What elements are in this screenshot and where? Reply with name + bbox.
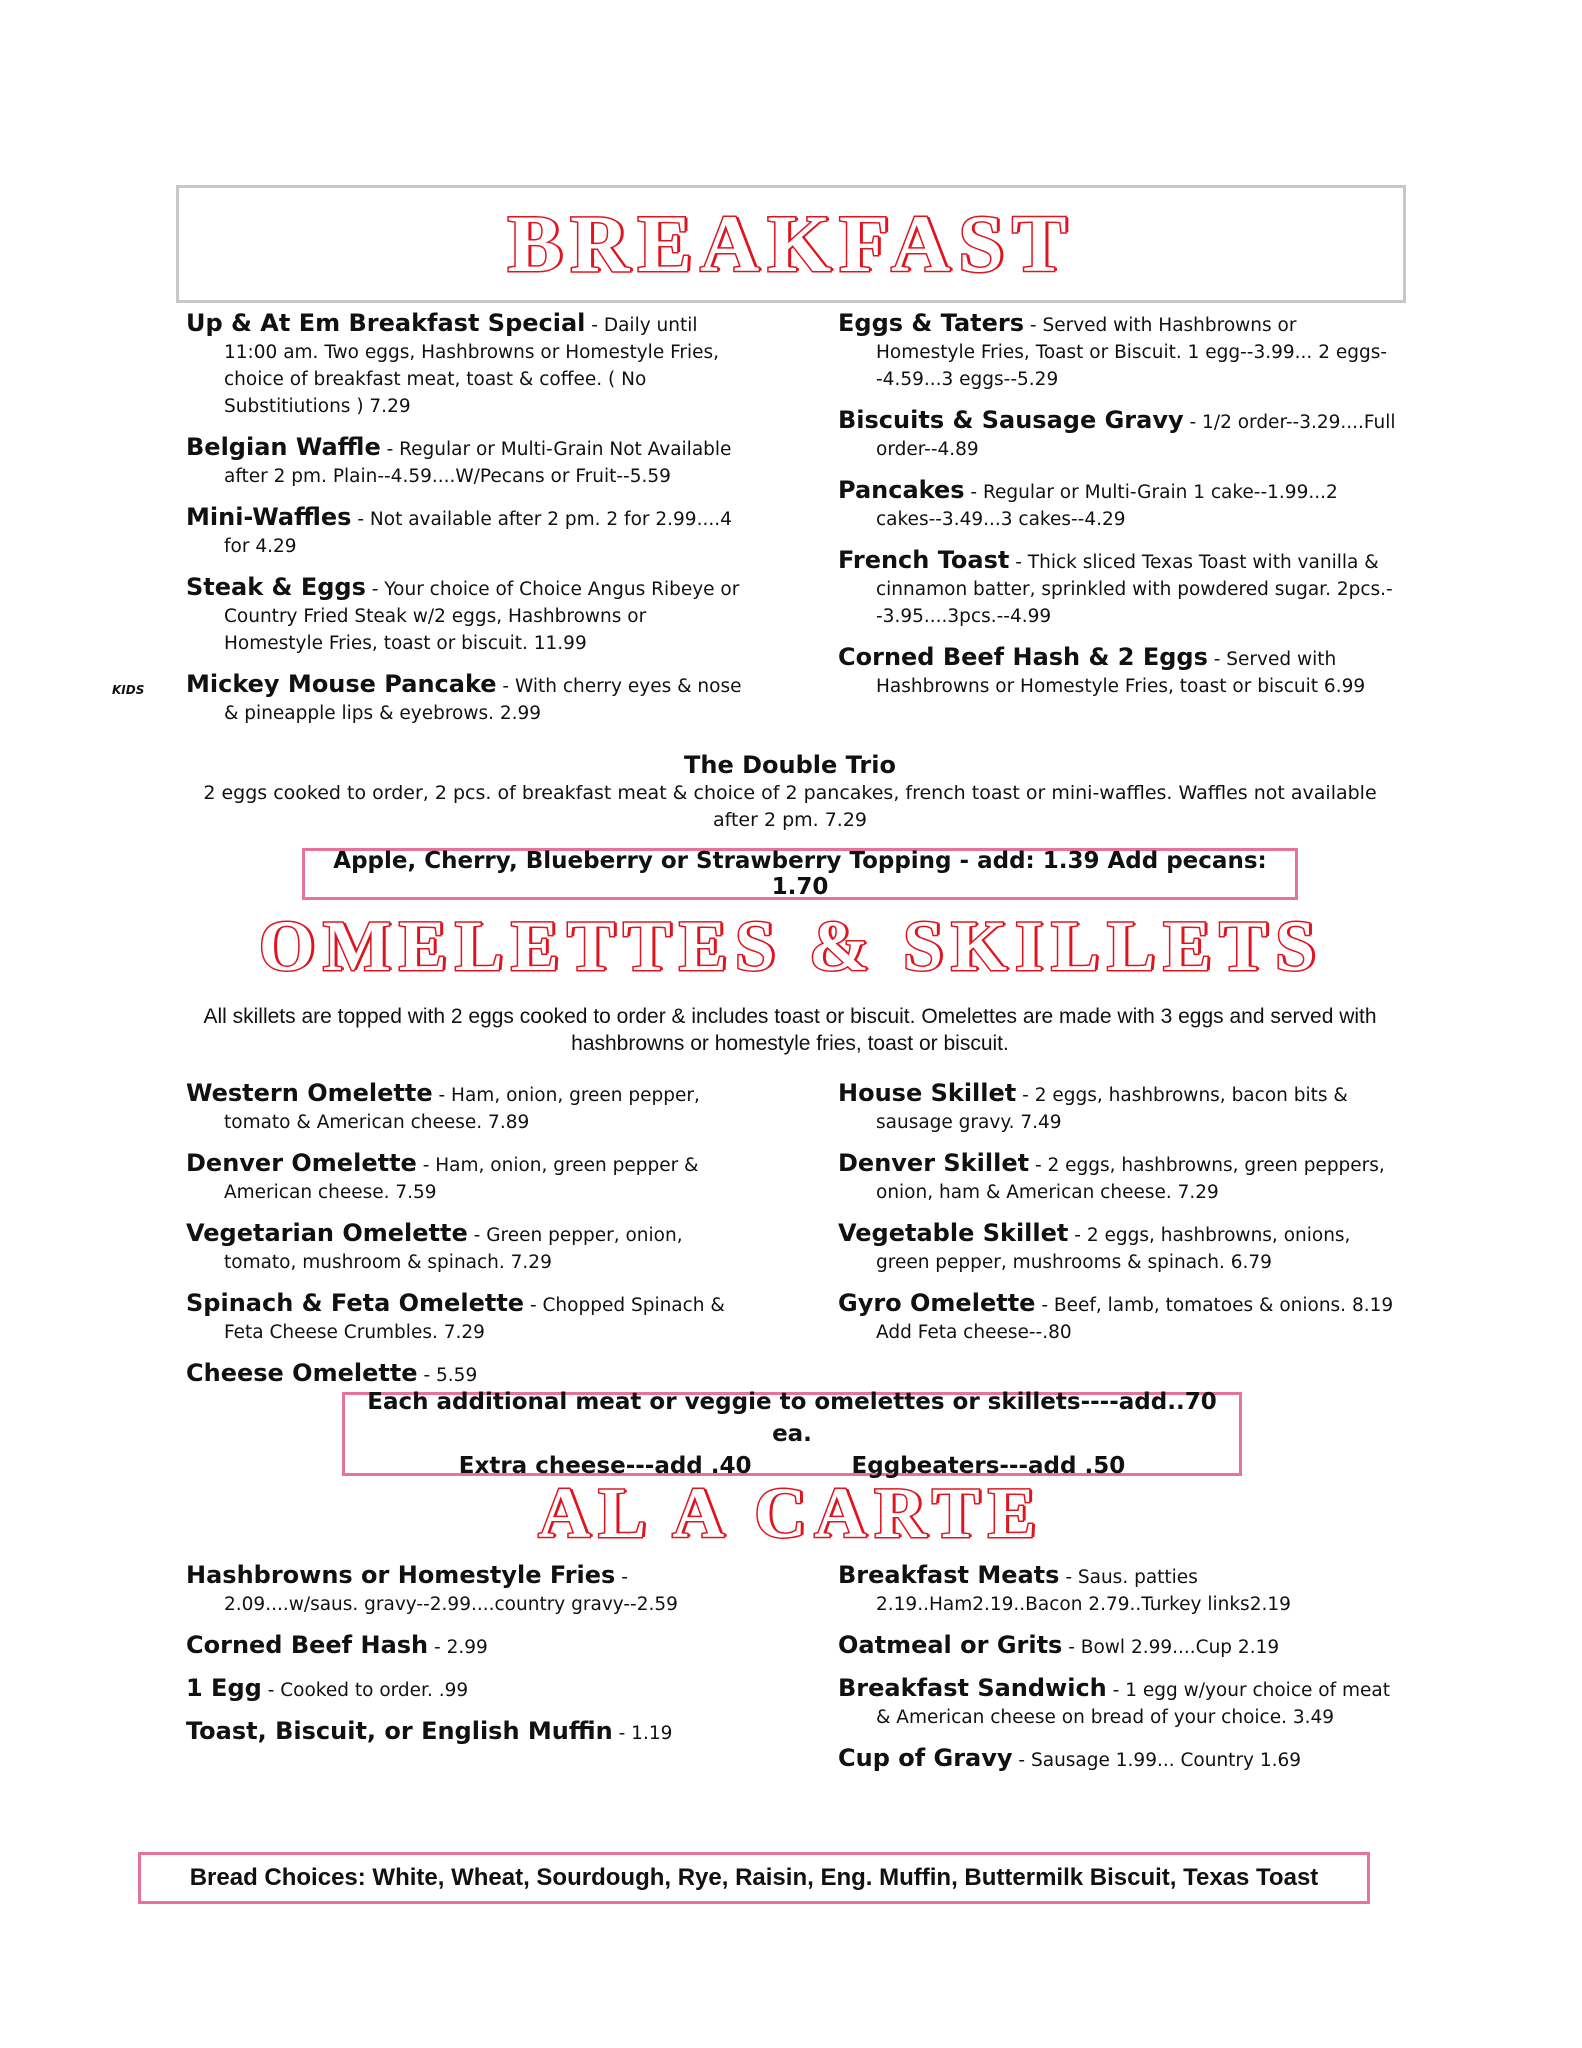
item-desc: - Cooked to order. .99 [261, 1680, 469, 1701]
menu-item [186, 1562, 746, 1618]
item-name: Eggs & Taters [838, 309, 1025, 337]
addon-box [342, 1389, 1242, 1479]
item-name: Pancakes [838, 476, 965, 504]
item-desc: - Beef, lamb, tomatoes & onions. 8.19 Add Feta cheese--.80 [876, 1295, 1394, 1343]
double-trio-desc: 2 eggs cooked to order, 2 pcs. of breakfast meat & choice of 2 pancakes, french toast or mini-waffles. Waffles not available after 2 pm. 7.29 [203, 782, 1377, 831]
menu-item [838, 1290, 1398, 1346]
item-name: Toast, Biscuit, or English Muffin [186, 1717, 613, 1745]
addon-line-1: Each additional meat or veggie to omelettes or skillets----add..70 ea. [367, 1389, 1217, 1447]
breakfast-title: BREAKFAST [507, 198, 1075, 289]
item-desc: - Ham, onion, green pepper, tomato & American cheese. 7.89 [224, 1085, 700, 1133]
item-name: House Skillet [838, 1079, 1017, 1107]
item-desc: - 2 eggs, hashbrowns, onions, green pepper, mushrooms & spinach. 6.79 [876, 1225, 1351, 1273]
menu-item [186, 1220, 746, 1276]
item-desc: - With cherry eyes & nose & pineapple lips & eyebrows. 2.99 [224, 676, 742, 724]
menu-item [838, 1675, 1398, 1731]
menu-item [186, 310, 746, 420]
item-desc: - Served with Hashbrowns or Homestyle Fries, toast or biscuit 6.99 [876, 649, 1366, 697]
menu-item [186, 504, 746, 560]
menu-item [186, 434, 746, 490]
menu-item [186, 1718, 746, 1747]
item-desc: - 2.09....w/saus. gravy--2.99....country gravy--2.59 [224, 1567, 678, 1615]
alacarte-left-column [186, 1562, 746, 1761]
topping-text: Apple, Cherry, Blueberry or Strawberry Topping - add: 1.39 Add pecans: 1.70 [333, 848, 1267, 900]
item-name: Spinach & Feta Omelette [186, 1289, 525, 1317]
menu-item [186, 574, 746, 657]
extra-cheese-text: Extra cheese---add .40 [458, 1453, 752, 1479]
topping-box [302, 848, 1298, 900]
item-name: Steak & Eggs [186, 573, 366, 601]
omelettes-left-column [186, 1080, 746, 1403]
menu-item: KIDS Mickey Mouse Pancake - With cherry eyes & nose & pineapple lips & eyebrows. 2.99 [112, 670, 742, 724]
item-name: Gyro Omelette [838, 1289, 1036, 1317]
item-name: Mickey Mouse Pancake [186, 670, 497, 698]
breakfast-right-column [838, 310, 1398, 714]
menu-item [838, 1745, 1398, 1774]
alacarte-right-column [838, 1562, 1398, 1788]
item-desc: - Regular or Multi-Grain Not Available after 2 pm. Plain--4.59....W/Pecans or Fruit--5.59 [224, 439, 732, 487]
item-name: Breakfast Meats [838, 1561, 1060, 1589]
omelettes-right-column [838, 1080, 1398, 1360]
item-name: Corned Beef Hash & 2 Eggs [838, 643, 1208, 671]
item-desc: - Chopped Spinach & Feta Cheese Crumbles. 7.29 [224, 1295, 725, 1343]
item-name: Denver Omelette [186, 1149, 417, 1177]
item-desc: - Ham, onion, green pepper & American cheese. 7.59 [224, 1155, 699, 1203]
item-desc: - 5.59 [417, 1365, 478, 1386]
item-name: Up & At Em Breakfast Special [186, 309, 586, 337]
omelettes-intro: All skillets are topped with 2 eggs cooked to order & includes toast or biscuit. Omelettes are made with 3 eggs and served with hashbrowns or homestyle fries, toast or biscuit. [203, 1005, 1377, 1055]
menu-item [186, 1290, 746, 1346]
item-desc: - Regular or Multi-Grain 1 cake--1.99...2 cakes--3.49...3 cakes--4.29 [876, 482, 1338, 530]
menu-item [186, 1080, 746, 1136]
item-name: Denver Skillet [838, 1149, 1030, 1177]
item-desc: - Green pepper, onion, tomato, mushroom & spinach. 7.29 [224, 1225, 683, 1273]
breakfast-title-box [176, 185, 1406, 303]
menu-item [838, 310, 1398, 393]
item-name: Mini-Waffles [186, 503, 352, 531]
item-name: Belgian Waffle [186, 433, 381, 461]
alacarte-title: AL A CARTE [538, 1473, 1044, 1553]
item-name: 1 Egg [186, 1674, 262, 1702]
menu-item [838, 407, 1398, 463]
breakfast-left-column [112, 309, 746, 741]
item-desc: - Saus. patties 2.19..Ham2.19..Bacon 2.79..Turkey links2.19 [876, 1567, 1291, 1615]
item-desc: - Not available after 2 pm. 2 for 2.99....4 for 4.29 [224, 509, 732, 557]
menu-item [186, 1150, 746, 1206]
menu-item [838, 477, 1398, 533]
double-trio-name: The Double Trio [684, 751, 896, 779]
menu-item [838, 1632, 1398, 1661]
menu-item [838, 1562, 1398, 1618]
double-trio [190, 750, 1390, 834]
item-name: Vegetable Skillet [838, 1219, 1069, 1247]
menu-item [838, 1220, 1398, 1276]
menu-item [838, 644, 1398, 700]
menu-item [838, 1080, 1398, 1136]
item-name: Oatmeal or Grits [838, 1631, 1063, 1659]
bread-choices-text: Bread Choices: White, Wheat, Sourdough, Rye, Raisin, Eng. Muffin, Buttermilk Biscuit, Texas Toast [189, 1864, 1319, 1891]
item-name: Cheese Omelette [186, 1359, 418, 1387]
eggbeaters-text: Eggbeaters---add .50 [851, 1453, 1126, 1479]
item-desc: - 2 eggs, hashbrowns, bacon bits & sausage gravy. 7.49 [876, 1085, 1348, 1133]
item-desc: - Bowl 2.99....Cup 2.19 [1062, 1637, 1280, 1658]
item-desc: - Served with Hashbrowns or Homestyle Fries, Toast or Biscuit. 1 egg--3.99... 2 eggs--4.59...3 eggs--5.29 [876, 315, 1388, 390]
menu-item [186, 1360, 746, 1389]
item-desc: - Daily until 11:00 am. Two eggs, Hashbrowns or Homestyle Fries, choice of breakfast meat, toast & coffee. ( No Substitiutions ) 7.29 [224, 315, 720, 417]
menu-item [838, 1150, 1398, 1206]
item-name: Biscuits & Sausage Gravy [838, 406, 1184, 434]
item-name: Vegetarian Omelette [186, 1219, 468, 1247]
item-desc: - 1/2 order--3.29....Full order--4.89 [876, 412, 1396, 460]
item-name: Cup of Gravy [838, 1744, 1013, 1772]
item-name: French Toast [838, 546, 1010, 574]
item-desc: - Thick sliced Texas Toast with vanilla & cinnamon batter, sprinkled with powdered sugar. 2pcs.--3.95....3pcs.--4.99 [876, 552, 1393, 627]
omelettes-title: OMELETTES & SKILLETS [258, 906, 1324, 986]
menu-item [838, 547, 1398, 630]
item-name: Corned Beef Hash [186, 1631, 429, 1659]
item-desc: - 2.99 [428, 1637, 488, 1658]
item-desc: - Your choice of Choice Angus Ribeye or Country Fried Steak w/2 eggs, Hashbrowns or Homestyle Fries, toast or biscuit. 11.99 [224, 579, 740, 654]
omelettes-title-wrap [0, 905, 1582, 988]
item-name: Hashbrowns or Homestyle Fries [186, 1561, 616, 1589]
alacarte-title-wrap [0, 1472, 1582, 1555]
item-desc: - 1 egg w/your choice of meat & American cheese on bread of your choice. 3.49 [876, 1680, 1390, 1728]
menu-item [186, 1675, 746, 1704]
item-name: Breakfast Sandwich [838, 1674, 1107, 1702]
item-desc: - Sausage 1.99... Country 1.69 [1012, 1750, 1302, 1771]
item-desc: - 1.19 [612, 1723, 673, 1744]
item-name: Western Omelette [186, 1079, 433, 1107]
menu-item [186, 1632, 746, 1661]
bread-choices-box [138, 1852, 1370, 1904]
item-desc: - 2 eggs, hashbrowns, green peppers, onion, ham & American cheese. 7.29 [876, 1155, 1385, 1203]
